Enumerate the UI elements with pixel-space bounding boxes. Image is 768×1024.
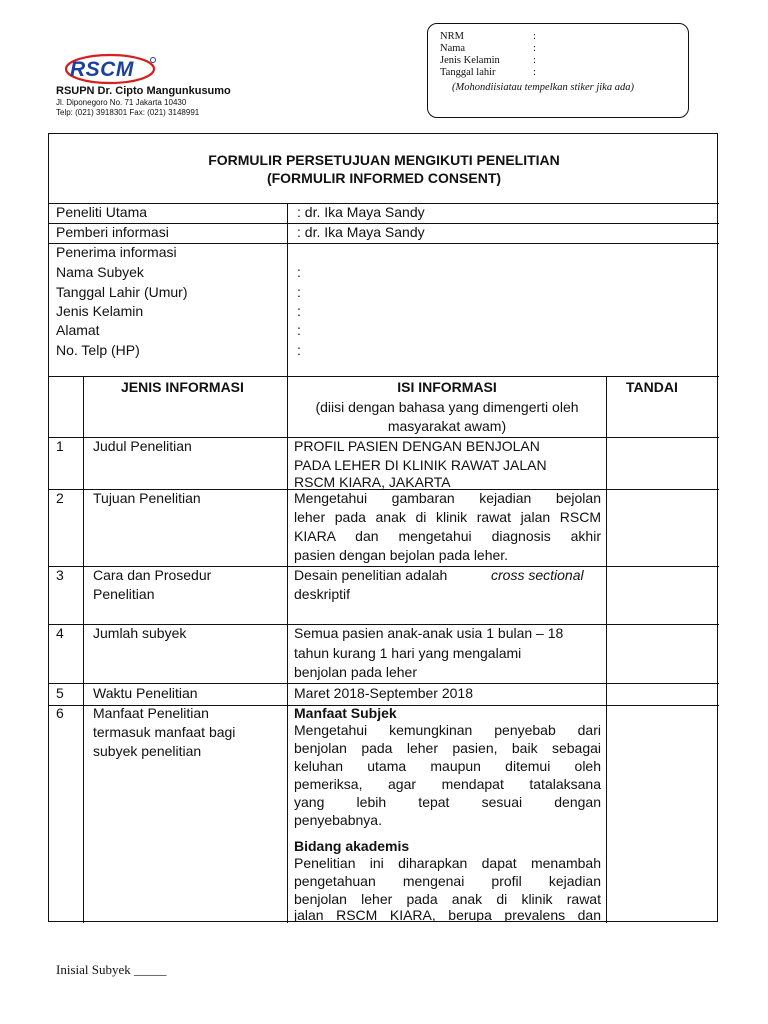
row-isi-line: jalan RSCM KIARA, berupa prevalens dan xyxy=(294,908,601,922)
sticker-nama-label: Nama xyxy=(440,43,466,54)
row-isi-line: PADA LEHER DI KLINIK RAWAT JALAN xyxy=(294,457,547,473)
row-isi-line: yang lebih tepat sesuai dengan xyxy=(294,794,601,810)
row-isi-line: tahun kurang 1 hari yang mengalami xyxy=(294,645,522,661)
row-isi-line: Mengetahui gambaran kejadian bejolan xyxy=(294,490,601,506)
consent-form xyxy=(48,133,718,922)
sticker-gender-label: Jenis Kelamin xyxy=(440,55,500,66)
tanggal-lahir-field: : xyxy=(297,284,301,300)
logo-text: RSCM xyxy=(70,58,134,81)
row-number: 4 xyxy=(56,625,64,641)
row-number: 5 xyxy=(56,685,64,701)
row-isi-line: RSCM KIARA, JAKARTA xyxy=(294,474,451,490)
inisial-subyek: Inisial Subyek _____ xyxy=(56,962,167,977)
pemberi-informasi-value: : dr. Ika Maya Sandy xyxy=(297,224,425,240)
row-number: 3 xyxy=(56,567,64,583)
row-jenis: Tujuan Penelitian xyxy=(93,490,201,506)
row-isi-line: pasien dengan bejolan pada leher. xyxy=(294,547,509,563)
address-line: Jl. Diponegoro No. 71 Jakarta 10430 xyxy=(56,98,187,107)
nama-subyek-label: Nama Subyek xyxy=(56,264,144,280)
manfaat-subjek-heading: Manfaat Subjek xyxy=(294,705,397,721)
jenis-kelamin-label: Jenis Kelamin xyxy=(56,303,144,319)
no-telp-field: : xyxy=(297,342,301,358)
penerima-informasi-label: Penerima informasi xyxy=(56,244,177,260)
form-subtitle: (FORMULIR INFORMED CONSENT) xyxy=(266,170,502,186)
row-jenis: Cara dan Prosedur xyxy=(93,567,212,583)
form-title: FORMULIR PERSETUJUAN MENGIKUTI PENELITIAN xyxy=(208,152,560,168)
hospital-name: RSUPN Dr. Cipto Mangunkusumo xyxy=(56,85,231,97)
peneliti-utama-value: : dr. Ika Maya Sandy xyxy=(297,204,425,220)
row-number: 1 xyxy=(56,438,64,454)
pemberi-informasi-label: Pemberi informasi xyxy=(56,224,169,240)
row-isi-line: pemeriksa, agar mendapat tatalaksana xyxy=(294,776,601,792)
row-isi-line: benjolan pada leher xyxy=(294,664,417,680)
jenis-kelamin-field: : xyxy=(297,303,301,319)
alamat-label: Alamat xyxy=(56,322,100,338)
sticker-colon: : xyxy=(533,43,536,54)
sticker-nrm-label: NRM xyxy=(440,31,464,42)
row-isi-line: benjolan leher pada anak di klinik rawat xyxy=(294,891,601,907)
col-header-tandai: TANDAI xyxy=(626,379,678,395)
row-isi-line: Penelitian ini diharapkan dapat menambah xyxy=(294,855,601,871)
bidang-akademis-heading: Bidang akademis xyxy=(294,838,410,854)
row-isi-line: Mengetahui kemungkinan penyebab dari xyxy=(294,722,601,738)
sticker-note: (Mohondiisiatau tempelkan stiker jika ada) xyxy=(452,82,634,93)
col-header-isi-sub: (diisi dengan bahasa yang dimengerti oleh xyxy=(315,399,579,415)
col-header-jenis: JENIS INFORMASI xyxy=(121,379,244,395)
row-isi-line: KIARA dan mengetahui diagnosis akhir xyxy=(294,528,601,544)
sticker-colon: : xyxy=(533,31,536,42)
row-jenis: Manfaat Penelitian xyxy=(93,705,209,721)
row-jenis: Judul Penelitian xyxy=(93,438,192,454)
phone-fax-line: Telp: (021) 3918301 Fax: (021) 3148991 xyxy=(56,108,200,117)
row-number: 2 xyxy=(56,490,64,506)
row-isi-line: benjolan pada leher pasien, baik sebagai xyxy=(294,740,601,756)
row-jenis: Jumlah subyek xyxy=(93,625,187,641)
row-isi-line: deskriptif xyxy=(294,586,351,602)
row-isi-italic: cross sectional xyxy=(491,567,584,583)
nama-subyek-field: : xyxy=(297,264,301,280)
sticker-colon: : xyxy=(533,55,536,66)
hospital-address xyxy=(56,98,199,118)
row-jenis: termasuk manfaat bagi xyxy=(93,724,236,740)
sticker-dob-label: Tanggal lahir xyxy=(440,67,496,78)
row-jenis: Penelitian xyxy=(93,586,155,602)
row-isi-line: Maret 2018-September 2018 xyxy=(294,685,473,701)
row-isi-line: keluhan utama maupun ditemui oleh xyxy=(294,758,601,774)
row-jenis: Waktu Penelitian xyxy=(93,685,198,701)
tanggal-lahir-label: Tanggal Lahir (Umur) xyxy=(56,284,188,300)
row-isi-line: PROFIL PASIEN DENGAN BENJOLAN xyxy=(294,438,540,454)
row-isi-line: pengetahuan mengenai profil kejadian xyxy=(294,873,601,889)
col-header-isi-sub: masyarakat awam) xyxy=(387,418,507,434)
alamat-field: : xyxy=(297,322,301,338)
row-jenis: subyek penelitian xyxy=(93,743,202,759)
no-telp-label: No. Telp (HP) xyxy=(56,342,140,358)
peneliti-utama-label: Peneliti Utama xyxy=(56,204,148,220)
row-number: 6 xyxy=(56,705,64,721)
row-isi-line: Desain penelitian adalah xyxy=(294,567,448,583)
patient-sticker-box xyxy=(427,23,689,118)
row-isi-line: leher pada anak di klinik rawat jalan RSCM xyxy=(294,509,601,525)
col-header-isi: ISI INFORMASI xyxy=(397,379,497,395)
row-isi-line: penyebabnya. xyxy=(294,812,382,828)
sticker-colon: : xyxy=(533,67,536,78)
row-isi-line: Semua pasien anak-anak usia 1 bulan – 18 xyxy=(294,625,564,641)
